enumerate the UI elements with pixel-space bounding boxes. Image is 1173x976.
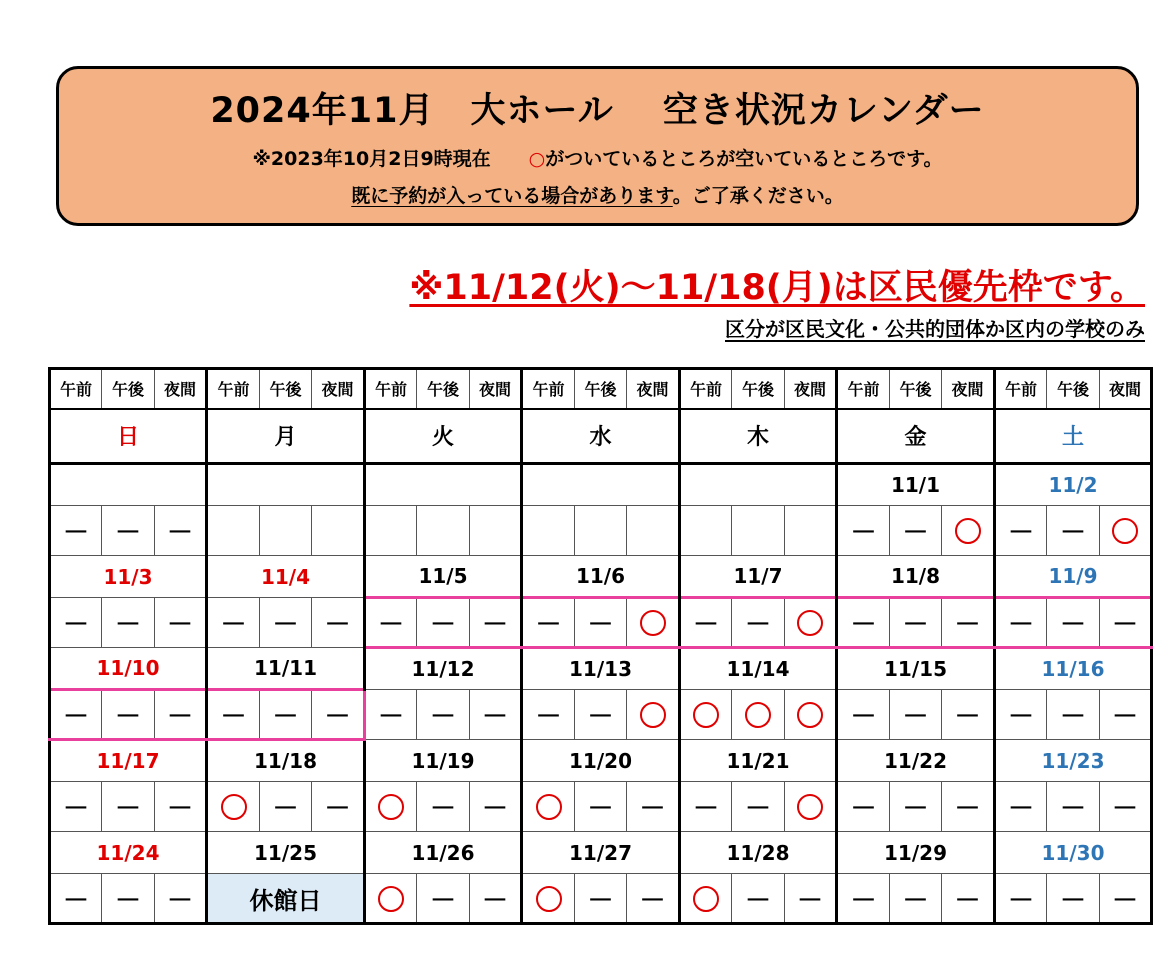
unavailable-slot: － — [680, 598, 732, 648]
date-cell: 11/25 — [207, 832, 365, 874]
unavailable-slot: － — [102, 690, 155, 740]
slot-label: 午前 — [207, 369, 260, 409]
priority-subnotice: 区分が区民文化・公共的団体か区内の学校のみ — [725, 317, 1145, 341]
slot-label: 午後 — [890, 369, 942, 409]
slot-label: 午後 — [1047, 369, 1100, 409]
date-cell: 11/21 — [680, 740, 837, 782]
empty-slot — [785, 506, 837, 556]
available-circle-icon — [1112, 518, 1138, 544]
available-circle-icon — [378, 794, 404, 820]
date-cell: 11/22 — [837, 740, 995, 782]
date-cell — [50, 464, 207, 506]
unavailable-slot: － — [50, 506, 102, 556]
slot-label: 夜間 — [312, 369, 365, 409]
available-circle-icon — [640, 702, 666, 728]
unavailable-slot: － — [155, 506, 207, 556]
slot-label: 午後 — [417, 369, 470, 409]
date-cell — [680, 464, 837, 506]
unavailable-slot: － — [155, 874, 207, 924]
date-cell: 11/26 — [365, 832, 522, 874]
available-circle-icon — [221, 794, 247, 820]
unavailable-slot: － — [417, 782, 470, 832]
date-row — [50, 464, 1152, 506]
unavailable-slot: － — [207, 690, 260, 740]
date-cell: 11/8 — [837, 556, 995, 598]
available-slot — [680, 874, 732, 924]
unavailable-slot: － — [102, 874, 155, 924]
slot-label: 午後 — [575, 369, 627, 409]
date-cell: 11/29 — [837, 832, 995, 874]
weekday-label: 水 — [522, 409, 680, 464]
unavailable-slot: － — [102, 506, 155, 556]
unavailable-slot: － — [942, 782, 995, 832]
date-cell: 11/17 — [50, 740, 207, 782]
unavailable-slot: － — [627, 782, 680, 832]
unavailable-slot: － — [260, 690, 312, 740]
date-cell: 11/27 — [522, 832, 680, 874]
unavailable-slot: － — [522, 690, 575, 740]
availability-row — [50, 874, 1152, 924]
unavailable-slot: － — [732, 782, 785, 832]
reservation-note — [59, 181, 1136, 208]
unavailable-slot: － — [470, 690, 522, 740]
available-slot — [680, 690, 732, 740]
unavailable-slot: － — [837, 874, 890, 924]
unavailable-slot: － — [575, 874, 627, 924]
availability-calendar — [48, 367, 1153, 925]
unavailable-slot: － — [470, 598, 522, 648]
available-slot — [207, 782, 260, 832]
available-circle-icon — [693, 702, 719, 728]
empty-slot — [312, 506, 365, 556]
unavailable-slot: － — [680, 782, 732, 832]
empty-slot — [522, 506, 575, 556]
empty-slot — [575, 506, 627, 556]
available-circle-icon — [536, 794, 562, 820]
unavailable-slot: － — [942, 598, 995, 648]
weekday-header-row — [50, 409, 1152, 464]
unavailable-slot: － — [1047, 506, 1100, 556]
unavailable-slot: － — [890, 690, 942, 740]
unavailable-slot: － — [995, 690, 1047, 740]
unavailable-slot: － — [942, 874, 995, 924]
available-circle-icon — [797, 610, 823, 636]
unavailable-slot: － — [417, 598, 470, 648]
empty-slot — [365, 506, 417, 556]
unavailable-slot: － — [1047, 690, 1100, 740]
unavailable-slot: － — [575, 598, 627, 648]
available-circle-icon — [693, 886, 719, 912]
slot-label: 夜間 — [627, 369, 680, 409]
unavailable-slot: － — [365, 690, 417, 740]
date-cell: 11/7 — [680, 556, 837, 598]
weekday-label: 火 — [365, 409, 522, 464]
reservation-note-underlined: 既に予約が入っている場合があります — [351, 185, 673, 207]
status-note — [59, 144, 1136, 171]
date-cell: 11/16 — [995, 648, 1152, 690]
unavailable-slot: － — [732, 598, 785, 648]
weekday-label: 金 — [837, 409, 995, 464]
date-cell — [365, 464, 522, 506]
date-cell: 11/2 — [995, 464, 1152, 506]
date-cell: 11/13 — [522, 648, 680, 690]
unavailable-slot: － — [102, 782, 155, 832]
date-cell — [207, 464, 365, 506]
date-cell: 11/19 — [365, 740, 522, 782]
unavailable-slot: － — [417, 690, 470, 740]
empty-slot — [732, 506, 785, 556]
header-banner — [56, 66, 1139, 226]
unavailable-slot: － — [155, 782, 207, 832]
date-cell: 11/23 — [995, 740, 1152, 782]
slot-label: 午前 — [680, 369, 732, 409]
empty-slot — [417, 506, 470, 556]
empty-slot — [260, 506, 312, 556]
date-cell: 11/11 — [207, 648, 365, 690]
unavailable-slot: － — [50, 598, 102, 648]
slot-label: 午後 — [102, 369, 155, 409]
unavailable-slot: － — [837, 598, 890, 648]
availability-row — [50, 690, 1152, 740]
available-slot — [942, 506, 995, 556]
unavailable-slot: － — [575, 690, 627, 740]
weekday-label: 月 — [207, 409, 365, 464]
unavailable-slot: － — [890, 598, 942, 648]
status-note-suffix: がついているところが空いているところです。 — [545, 148, 943, 170]
unavailable-slot: － — [1047, 874, 1100, 924]
unavailable-slot: － — [1100, 782, 1152, 832]
date-cell: 11/20 — [522, 740, 680, 782]
available-circle-icon — [797, 794, 823, 820]
date-cell: 11/18 — [207, 740, 365, 782]
unavailable-slot: － — [575, 782, 627, 832]
reservation-note-rest: 。ご了承ください。 — [672, 185, 844, 207]
unavailable-slot: － — [995, 598, 1047, 648]
weekday-label: 木 — [680, 409, 837, 464]
date-cell: 11/5 — [365, 556, 522, 598]
available-slot — [365, 782, 417, 832]
unavailable-slot: － — [522, 598, 575, 648]
available-circle-icon — [378, 886, 404, 912]
date-cell: 11/24 — [50, 832, 207, 874]
available-circle-icon: ○ — [528, 148, 546, 170]
date-cell: 11/6 — [522, 556, 680, 598]
unavailable-slot: － — [942, 690, 995, 740]
date-cell: 11/28 — [680, 832, 837, 874]
available-slot — [785, 598, 837, 648]
date-cell: 11/9 — [995, 556, 1152, 598]
unavailable-slot: － — [995, 782, 1047, 832]
unavailable-slot: － — [837, 506, 890, 556]
unavailable-slot: － — [417, 874, 470, 924]
unavailable-slot: － — [260, 782, 312, 832]
date-cell: 11/1 — [837, 464, 995, 506]
unavailable-slot: － — [995, 874, 1047, 924]
unavailable-slot: － — [312, 598, 365, 648]
available-slot — [522, 782, 575, 832]
page-title: 2024年11月 大ホール 空き状況カレンダー — [210, 91, 985, 131]
slot-label: 午前 — [995, 369, 1047, 409]
unavailable-slot: － — [50, 874, 102, 924]
date-row — [50, 832, 1152, 874]
date-cell: 11/15 — [837, 648, 995, 690]
availability-row — [50, 598, 1152, 648]
unavailable-slot: － — [470, 874, 522, 924]
date-cell: 11/14 — [680, 648, 837, 690]
available-circle-icon — [797, 702, 823, 728]
slot-label: 午後 — [260, 369, 312, 409]
date-cell: 11/10 — [50, 648, 207, 690]
empty-slot — [680, 506, 732, 556]
unavailable-slot: － — [837, 782, 890, 832]
unavailable-slot: － — [312, 690, 365, 740]
date-row — [50, 648, 1152, 690]
unavailable-slot: － — [785, 874, 837, 924]
unavailable-slot: － — [1100, 690, 1152, 740]
slot-label: 夜間 — [1100, 369, 1152, 409]
available-slot — [627, 690, 680, 740]
unavailable-slot: － — [1047, 598, 1100, 648]
unavailable-slot: － — [102, 598, 155, 648]
unavailable-slot: － — [890, 782, 942, 832]
unavailable-slot: － — [837, 690, 890, 740]
empty-slot — [207, 506, 260, 556]
slot-label: 午前 — [50, 369, 102, 409]
weekday-label: 日 — [50, 409, 207, 464]
unavailable-slot: － — [732, 874, 785, 924]
date-row — [50, 556, 1152, 598]
availability-row — [50, 506, 1152, 556]
available-slot — [627, 598, 680, 648]
date-cell: 11/30 — [995, 832, 1152, 874]
slot-label: 夜間 — [470, 369, 522, 409]
empty-slot — [627, 506, 680, 556]
available-slot — [732, 690, 785, 740]
available-circle-icon — [640, 610, 666, 636]
unavailable-slot: － — [470, 782, 522, 832]
unavailable-slot: － — [627, 874, 680, 924]
priority-notice: ※11/12(火)～11/18(月)は区民優先枠です。 — [409, 268, 1145, 308]
slot-label: 午前 — [837, 369, 890, 409]
slot-label: 午後 — [732, 369, 785, 409]
status-note-prefix: ※2023年10月2日9時現在 — [252, 148, 529, 170]
availability-row — [50, 782, 1152, 832]
date-cell: 11/3 — [50, 556, 207, 598]
date-cell — [522, 464, 680, 506]
empty-slot — [470, 506, 522, 556]
unavailable-slot: － — [155, 598, 207, 648]
date-cell: 11/12 — [365, 648, 522, 690]
available-slot — [365, 874, 417, 924]
unavailable-slot: － — [890, 506, 942, 556]
available-circle-icon — [745, 702, 771, 728]
unavailable-slot: － — [207, 598, 260, 648]
unavailable-slot: － — [365, 598, 417, 648]
available-circle-icon — [955, 518, 981, 544]
slot-header-row — [50, 369, 1152, 409]
available-slot — [785, 690, 837, 740]
slot-label: 夜間 — [155, 369, 207, 409]
unavailable-slot: － — [890, 874, 942, 924]
slot-label: 午前 — [365, 369, 417, 409]
available-circle-icon — [536, 886, 562, 912]
unavailable-slot: － — [312, 782, 365, 832]
unavailable-slot: － — [155, 690, 207, 740]
date-row — [50, 740, 1152, 782]
date-cell: 11/4 — [207, 556, 365, 598]
unavailable-slot: － — [1100, 598, 1152, 648]
weekday-label: 土 — [995, 409, 1152, 464]
unavailable-slot: － — [995, 506, 1047, 556]
slot-label: 夜間 — [785, 369, 837, 409]
available-slot — [785, 782, 837, 832]
unavailable-slot: － — [260, 598, 312, 648]
closed-day-cell: 休館日 — [207, 874, 365, 924]
unavailable-slot: － — [50, 690, 102, 740]
available-slot — [1100, 506, 1152, 556]
slot-label: 夜間 — [942, 369, 995, 409]
available-slot — [522, 874, 575, 924]
slot-label: 午前 — [522, 369, 575, 409]
unavailable-slot: － — [1047, 782, 1100, 832]
unavailable-slot: － — [1100, 874, 1152, 924]
unavailable-slot: － — [50, 782, 102, 832]
